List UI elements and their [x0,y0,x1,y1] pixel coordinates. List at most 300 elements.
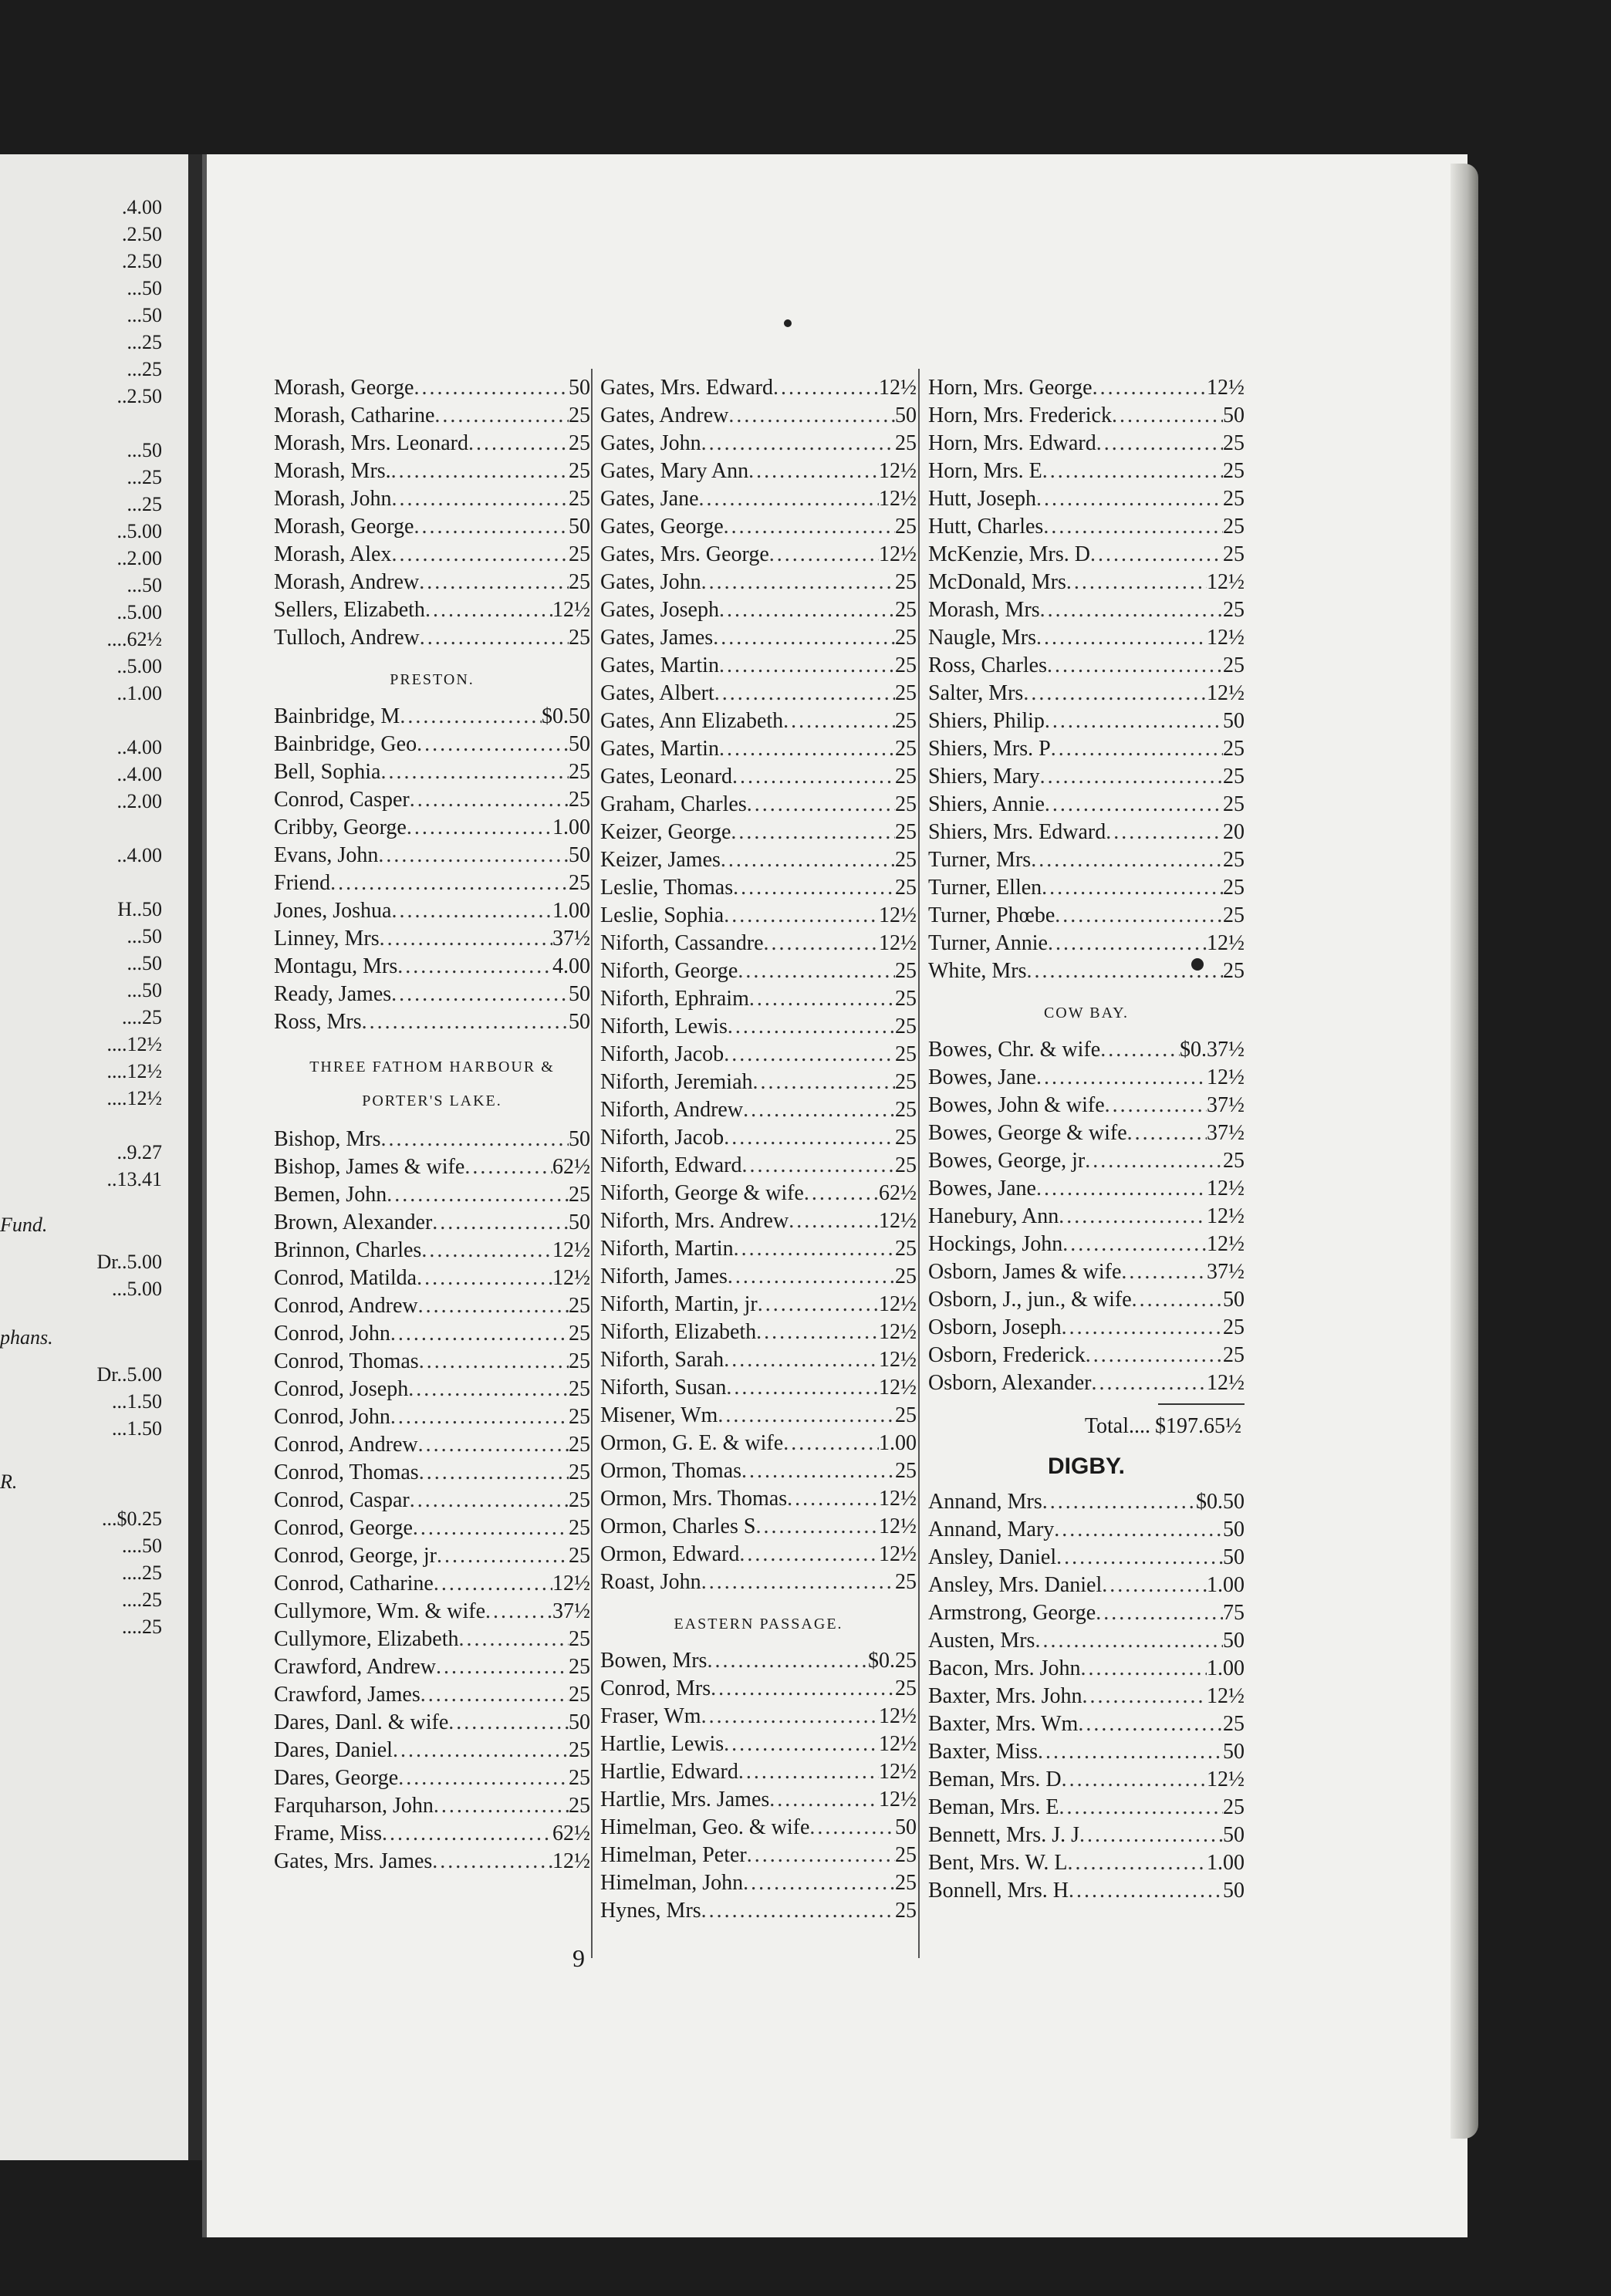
subscriber-name: Horn, Mrs. Frederick [928,403,1112,427]
leader-dots [699,485,879,513]
subscriber-entry [928,1119,1245,1147]
subscriber-entry [928,1488,1245,1516]
leader-dots [418,1431,569,1459]
previous-page-amount: ....25 [122,1589,162,1611]
subscriber-name: Tulloch, Andrew [274,626,420,650]
subscription-amount: 25 [1223,431,1245,455]
subscriber-entry [600,1457,917,1485]
subscriber-name: Conrod, George, jr [274,1544,437,1568]
subscription-amount: 12½ [1207,1768,1245,1791]
subscription-amount: 25 [569,1488,590,1512]
leader-dots [432,1848,552,1876]
leader-dots [1036,1175,1207,1203]
subscription-amount: 12½ [879,1320,917,1344]
subscriber-entry [274,1376,590,1403]
subscription-amount: 25 [1223,1315,1245,1339]
subscriber-entry [274,814,590,842]
subscription-amount: 25 [1223,1795,1245,1819]
subscriber-entry [274,1626,590,1653]
subscriber-name: Horn, Mrs. George [928,376,1093,400]
subscription-amount: 12½ [879,903,917,927]
leader-dots [391,981,569,1008]
subscription-amount: 25 [895,1570,917,1594]
leader-dots [391,485,569,513]
subscription-amount: 25 [569,1516,590,1540]
subscription-amount: 25 [895,1098,917,1122]
subscriber-name: Conrod, Thomas [274,1460,419,1484]
leader-dots [1093,374,1207,402]
subscription-amount: 25 [1223,765,1245,788]
leader-dots [756,1319,879,1346]
leader-dots [1105,1092,1207,1119]
leader-dots [380,758,569,786]
subscriber-entry [274,1459,590,1487]
subscriber-entry [274,374,590,402]
subscriber-entry [928,1286,1245,1314]
subscriber-name: Keizer, James [600,848,721,872]
leader-dots [1121,1258,1207,1286]
subscription-amount: 12½ [879,1760,917,1784]
subscriber-name: Misener, Wm [600,1403,718,1427]
leader-dots [390,1403,569,1431]
subscription-amount: 25 [1223,792,1245,816]
subscriber-name: Morash, Alex [274,542,392,566]
subscriber-entry [928,1683,1245,1710]
leader-dots [728,1263,895,1291]
subscriber-entry [274,953,590,981]
subscription-amount: 12½ [879,1348,917,1372]
subscriber-entry [928,1203,1245,1231]
subscription-amount: 50 [1223,1629,1245,1653]
subscription-amount: 25 [1223,1712,1245,1736]
subscriber-name: Shiers, Annie [928,792,1045,816]
subscriber-entry [600,1675,917,1703]
subscriber-name: Turner, Ellen [928,876,1042,900]
subscriber-name: Bennett, Mrs. J. J [928,1823,1079,1847]
subscriber-name: Bent, Mrs. W. L [928,1851,1068,1875]
subscription-amount: 25 [569,542,590,566]
subscriber-name: Dares, Danl. & wife [274,1710,449,1734]
subscriber-entry [274,925,590,953]
subscription-amount: $0.37½ [1180,1038,1245,1062]
previous-page-amount: ..2.50 [117,385,162,407]
leader-dots [414,513,569,541]
subscription-amount: 25 [895,1676,917,1700]
subscriber-name: Crawford, Andrew [274,1655,436,1679]
section-heading-cow-bay: COW BAY. [1043,1004,1130,1021]
subscriber-name: Graham, Charles [600,792,747,816]
subscriber-name: Bishop, James & wife [274,1155,465,1179]
leader-dots [724,902,879,930]
leader-dots [420,624,569,652]
subscriber-name: Bacon, Mrs. John [928,1656,1081,1680]
leader-dots [701,1568,895,1596]
subscription-amount: 25 [1223,903,1245,927]
previous-page-label: R. [0,1470,18,1493]
leader-dots [1059,1203,1207,1231]
subscription-amount: 25 [895,570,917,594]
leader-dots [1045,707,1223,735]
leader-dots [417,1264,552,1292]
leader-dots [468,430,569,458]
subscriber-name: Hutt, Charles [928,515,1044,539]
subscriber-name: Roast, John [600,1570,701,1594]
heading-line-2: PORTER'S LAKE. [362,1092,502,1109]
subscription-amount: 25 [895,987,917,1011]
subscription-amount: 25 [895,1899,917,1923]
subscription-amount: 1.00 [879,1431,917,1455]
leader-dots [417,731,569,758]
subscriber-name: Conrod, John [274,1405,390,1429]
subscription-amount: $0.50 [1196,1490,1245,1514]
subscription-amount: 50 [1223,1740,1245,1764]
previous-page-amount: ...25 [127,466,162,488]
subscriber-entry [928,791,1245,819]
subscriber-name: Niforth, George & wife [600,1181,804,1205]
subscription-amount: 12½ [1207,1684,1245,1708]
subscription-amount: 25 [569,1655,590,1679]
subscription-amount: 62½ [552,1155,590,1179]
subscriber-entry [928,485,1245,513]
leader-dots [701,1897,895,1925]
subscriber-entry [928,652,1245,680]
subscriber-entry [600,680,917,707]
subscription-amount: 12½ [879,1542,917,1566]
subscriber-entry [274,1237,590,1264]
subscription-amount: 25 [1223,1149,1245,1173]
subscriber-column-2 [600,374,917,1925]
subscription-amount: 50 [1223,1288,1245,1312]
previous-page-amount: ...50 [127,574,162,596]
subscription-amount: 25 [569,1738,590,1762]
subscriber-entry [274,1153,590,1181]
subscription-amount: 25 [569,431,590,455]
leader-dots [1031,846,1223,874]
subscriber-name: Morash, John [274,487,392,511]
subscriber-entry [600,819,917,846]
subscription-amount: 25 [895,653,917,677]
subscription-amount: 62½ [552,1822,590,1845]
previous-page-amount: ....12½ [106,1087,162,1109]
subscription-amount: 25 [895,1459,917,1483]
subscriber-entry [274,1348,590,1376]
subscriber-name: Beman, Mrs. D [928,1768,1062,1791]
subscriber-name: Brown, Alexander [274,1210,433,1234]
subscription-amount: 25 [895,1264,917,1288]
subscription-amount: 25 [569,1766,590,1790]
subscription-amount: 25 [569,1683,590,1707]
leader-dots [748,458,879,485]
subscriber-entry [274,1008,590,1036]
subscription-amount: 25 [895,1126,917,1150]
subscription-amount: 25 [1223,653,1245,677]
subscriber-name: Morash, Mrs [928,598,1040,622]
leader-dots [718,1402,895,1430]
previous-page-amount: ...50 [127,277,162,299]
leader-dots [732,763,895,791]
subscriber-name: Montagu, Mrs [274,954,398,978]
subscriber-name: Ansley, Mrs. Daniel [928,1573,1103,1597]
subscription-amount: 12½ [1207,1065,1245,1089]
subscriber-entry [928,1369,1245,1397]
subscriber-name: Bowes, Chr. & wife [928,1038,1101,1062]
subscriber-name: Bishop, Mrs [274,1127,381,1151]
entry-list-digby [928,1488,1245,1905]
leader-dots [1043,513,1223,541]
subscriber-entry [928,569,1245,596]
leader-dots [432,1209,569,1237]
ink-speck [1191,958,1204,971]
subscriber-name: Fraser, Wm [600,1704,701,1728]
subscriber-name: Conrod, Matilda [274,1266,417,1290]
leader-dots [1085,1147,1223,1175]
subscription-amount: 25 [569,626,590,650]
subscriber-name: Gates, John [600,570,701,594]
leader-dots [758,1291,879,1319]
previous-page-amount: ...50 [127,979,162,1001]
subscriber-name: Himelman, Peter [600,1843,747,1867]
subscriber-name: Bemen, John [274,1183,387,1207]
subscriber-entry [928,458,1245,485]
subscription-amount: 12½ [1207,626,1245,650]
subscriber-entry [600,1758,917,1786]
subscription-amount: 25 [1223,459,1245,483]
previous-page-amount: ...50 [127,304,162,326]
subscription-amount: 12½ [879,1514,917,1538]
subscriber-name: Horn, Mrs. E [928,459,1042,483]
subscriber-name: Ormon, Thomas [600,1459,742,1483]
leader-dots [464,1153,552,1181]
previous-page-amount: ...50 [127,925,162,947]
subscription-amount: 25 [569,1794,590,1818]
subscriber-entry [928,1092,1245,1119]
subscriber-entry [928,930,1245,957]
subscription-amount: 37½ [1207,1260,1245,1284]
leader-dots [419,1348,569,1376]
subscriber-entry [600,458,917,485]
leader-dots [390,1320,569,1348]
subscriber-name: Annand, Mrs [928,1490,1042,1514]
subscriber-entry [928,1627,1245,1655]
subscription-amount: 25 [569,1627,590,1651]
section-heading-eastern-passage: EASTERN PASSAGE. [674,1616,843,1633]
subscription-amount: 50 [895,1815,917,1839]
heading-line-1: THREE FATHOM HARBOUR & [309,1059,555,1075]
subscriber-entry [600,624,917,652]
subscription-amount: 25 [895,1843,917,1867]
leader-dots [747,1842,895,1869]
subscriber-name: Morash, Andrew [274,570,420,594]
subscription-amount: 50 [569,515,590,539]
subscription-amount: 50 [569,1127,590,1151]
subscriber-entry [274,1653,590,1681]
subscriber-name: Linney, Mrs [274,927,380,950]
subscriber-entry [274,596,590,624]
subscription-amount: 50 [569,1710,590,1734]
subscriber-name: Niforth, Mrs. Andrew [600,1209,789,1233]
subscriber-name: Niforth, Martin [600,1237,734,1261]
leader-dots [714,680,895,707]
subscriber-entry [928,541,1245,569]
leader-dots [1042,1488,1196,1516]
page-number: 9 [572,1944,585,1972]
leader-dots [448,1709,569,1737]
subscriber-name: Ormon, Edward [600,1542,740,1566]
subscription-amount: 25 [569,1544,590,1568]
subscriber-entry [928,1231,1245,1258]
subscription-amount: 4.00 [552,954,590,978]
subscriber-entry [600,902,917,930]
subscriber-entry [274,869,590,897]
subscription-amount: 25 [895,431,917,455]
subscriber-entry [600,652,917,680]
subscriber-entry [600,1319,917,1346]
subscriber-entry [600,1513,917,1541]
subscription-amount: 12½ [552,1238,590,1262]
subscriber-name: Gates, Andrew [600,403,729,427]
subscription-amount: 12½ [1207,1232,1245,1256]
subscriber-name: White, Mrs [928,959,1027,983]
subscription-amount: 50 [569,1210,590,1234]
subscription-amount: 62½ [879,1181,917,1205]
subscriber-entry [600,1703,917,1730]
subscriber-name: Gates, James [600,626,714,650]
subscription-amount: 25 [895,959,917,983]
subscriber-name: Shiers, Mrs. Edward [928,820,1106,844]
leader-dots [434,1792,569,1820]
subscriber-entry [928,735,1245,763]
subscriber-name: Niforth, Jacob [600,1126,724,1150]
leader-dots [728,1013,895,1041]
previous-page-amount: Dr..5.00 [96,1251,162,1273]
subscriber-name: Bowes, George & wife [928,1121,1127,1145]
subscriber-name: Gates, John [600,431,701,455]
subscriber-name: Keizer, George [600,820,731,844]
leader-dots [1079,1822,1223,1849]
subscriber-name: Niforth, Jacob [600,1042,724,1066]
subscriber-entry [600,957,917,985]
subscription-amount: 25 [895,1403,917,1427]
subscription-amount: 25 [895,626,917,650]
subscriber-name: Hartlie, Edward [600,1760,738,1784]
leader-dots [1081,1655,1207,1683]
leader-dots [743,1869,895,1897]
subscription-amount: 25 [1223,959,1245,983]
leader-dots [1035,1627,1223,1655]
leader-dots [1062,1314,1223,1342]
subscription-amount: 50 [1223,403,1245,427]
subscriber-name: Gates, Leonard [600,765,733,788]
subscriber-entry [274,513,590,541]
subscription-amount: 50 [569,843,590,867]
subscriber-name: Gates, Martin [600,737,719,761]
subscriber-name: Morash, George [274,376,414,400]
subscriber-name: Niforth, Elizabeth [600,1320,757,1344]
subscriber-name: Farquharson, John [274,1794,434,1818]
previous-page-amount: ...$0.25 [102,1508,162,1530]
subscription-amount: 25 [569,1349,590,1373]
subscription-amount: 25 [569,1405,590,1429]
leader-dots [741,1457,895,1485]
subscriber-name: Conrod, Andrew [274,1294,418,1318]
subscriber-entry [600,1096,917,1124]
subscription-amount: 25 [895,820,917,844]
subscriber-entry [274,731,590,758]
section-heading-three-fathom-harbour [274,1050,590,1118]
subscription-amount: 12½ [879,1788,917,1811]
subscription-amount: 12½ [1207,1371,1245,1395]
subscriber-entry [600,1568,917,1596]
leader-dots [398,1764,569,1792]
subscriber-entry [274,458,590,485]
subscriber-name: Hockings, John [928,1232,1063,1256]
subscriber-name: Conrod, Caspar [274,1488,410,1512]
previous-page-amount: ...25 [127,493,162,515]
subscriber-entry [928,1175,1245,1203]
subscription-amount: 25 [1223,848,1245,872]
leader-dots [1045,791,1223,819]
leader-dots [419,569,569,596]
subscriber-name: Conrod, Andrew [274,1433,418,1457]
subscriber-entry [274,1126,590,1153]
subscriber-entry [274,1792,590,1820]
subscription-amount: 12½ [879,931,917,955]
subscriber-entry [274,758,590,786]
subscription-amount: 50 [1223,1823,1245,1847]
subscriber-name: Bowen, Mrs [600,1649,708,1673]
subscription-amount: 37½ [1207,1121,1245,1145]
subscriber-entry [274,1681,590,1709]
subscription-amount: 25 [1223,598,1245,622]
leader-dots [1067,1849,1207,1877]
subscriber-name: Dares, George [274,1766,399,1790]
leader-dots [783,1430,879,1457]
subscription-amount: 12½ [552,1266,590,1290]
subscriber-name: Niforth, Cassandre [600,931,764,955]
subscriber-entry [600,430,917,458]
subscriber-name: Shiers, Mrs. P [928,737,1051,761]
subscriber-entry [928,1877,1245,1905]
subscription-amount: 25 [569,487,590,511]
subscriber-name: Conrod, Mrs [600,1676,711,1700]
subscriber-entry [274,402,590,430]
subscriber-entry [928,1258,1245,1286]
leader-dots [382,1820,552,1848]
subscription-amount: 25 [1223,515,1245,539]
subscriber-entry [600,791,917,819]
subscriber-name: Cullymore, Elizabeth [274,1627,459,1651]
subscription-amount: 25 [895,1237,917,1261]
page-stack-edge [1451,164,1478,2139]
previous-page-amount: ..2.00 [117,790,162,812]
subscriber-entry [274,703,590,731]
leader-dots [1040,763,1223,791]
subscriber-entry [928,680,1245,707]
entry-list-gates-niforth-ormon [600,374,917,1596]
leader-dots [733,874,895,902]
subscriber-entry [928,1064,1245,1092]
subscription-amount: 50 [1223,709,1245,733]
leader-dots [724,1041,895,1069]
previous-page-amount: ..5.00 [117,655,162,677]
subscriber-name: Conrod, Joseph [274,1377,409,1401]
subscription-amount: 50 [1223,1545,1245,1569]
subscriber-entry [274,1320,590,1348]
leader-dots [719,735,895,763]
leader-dots [1036,485,1223,513]
subscription-amount: 25 [895,709,917,733]
subscriber-entry [274,1431,590,1459]
